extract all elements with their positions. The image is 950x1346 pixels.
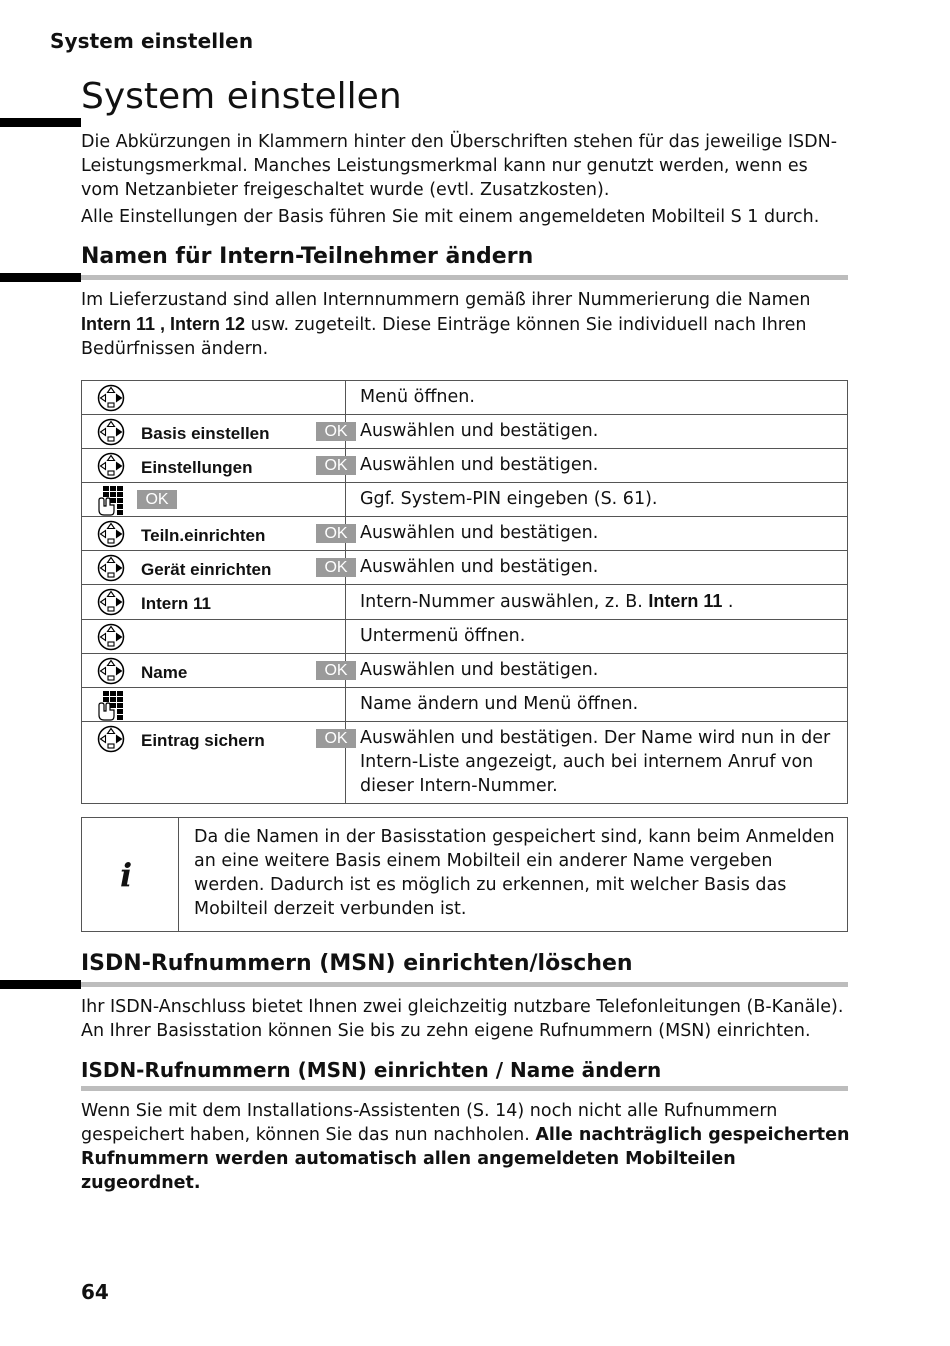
step-key-cell <box>82 551 346 585</box>
step-key-cell <box>82 620 346 654</box>
step-text-suffix: . <box>722 592 734 612</box>
step-key-cell <box>82 688 346 722</box>
step-row <box>82 620 848 654</box>
step-key-cell <box>82 585 346 620</box>
steps-table <box>81 380 848 804</box>
display-menu-label: Intern 11 <box>141 594 211 613</box>
navigation-key-icon <box>97 384 125 412</box>
intro-paragraph: Die Abkürzungen in Klammern hinter den Überschriften stehen für das jeweilige ISDN-Leistungsmerkmal. Manches Leistungsmerkmal kann nur genutzt werden, wenn es vom Netzanbieter freigeschaltet wurde (evtl. Zusatzkosten). <box>81 132 838 200</box>
ok-softkey: OK <box>316 524 356 543</box>
step-row <box>82 654 848 688</box>
display-name: Intern 11 <box>81 314 156 334</box>
navigation-key-icon <box>97 418 125 446</box>
section-paragraph <box>81 288 851 361</box>
navigation-key-icon <box>97 725 125 753</box>
step-row <box>82 585 848 620</box>
display-menu-label: Basis einstellen <box>141 424 270 443</box>
section-heading: Namen für Intern-Teilnehmer ändern <box>81 244 534 269</box>
section-divider <box>81 275 848 280</box>
paragraph-bold-text: Alle nachträglich gespeicherten Rufnummern werden automatisch allen angemeldeten Mobilteilen zugeordnet. <box>81 1125 850 1193</box>
navigation-key-icon <box>97 452 125 480</box>
step-text: Ggf. System-PIN eingeben (S. 61). <box>360 489 658 509</box>
separator: , <box>155 314 171 334</box>
section-divider <box>81 982 848 987</box>
step-row <box>82 722 848 804</box>
subsection-heading: ISDN-Rufnummern (MSN) einrichten / Name ändern <box>81 1058 662 1082</box>
step-row <box>82 381 848 415</box>
step-text: Auswählen und bestätigen. <box>360 557 599 577</box>
step-text: Name ändern und Menü öffnen. <box>360 694 639 714</box>
step-key-cell <box>82 415 346 449</box>
keypad-icon <box>97 691 129 721</box>
info-icon-cell <box>82 818 179 931</box>
info-text: Da die Namen in der Basisstation gespeichert sind, kann beim Anmelden an eine weitere Basis einem Mobilteil ein anderer Name vergeben werden. Dadurch ist es möglich zu erkennen, mit welcher Basis das Mobilteil derzeit verbunden ist. <box>194 827 835 919</box>
display-name: Intern 12 <box>170 314 246 334</box>
step-description <box>346 517 848 551</box>
step-text: Auswählen und bestätigen. Der Name wird nun in der Intern-Liste angezeigt, auch bei internem Anruf von dieser Intern-Nummer. <box>360 728 831 796</box>
ok-softkey: OK <box>316 729 356 748</box>
navigation-key-icon <box>97 623 125 651</box>
navigation-key-icon <box>97 588 125 616</box>
subsection-divider <box>81 1086 848 1091</box>
step-row <box>82 449 848 483</box>
paragraph-text: Wenn Sie mit dem Installations-Assistenten (S. 14) noch nicht alle Rufnummern gespeichert haben, können Sie das nun nachholen. <box>81 1101 778 1145</box>
ok-softkey: OK <box>316 558 356 577</box>
step-description <box>346 585 848 620</box>
step-key-cell <box>82 722 346 804</box>
step-row <box>82 483 848 517</box>
section-paragraph-isdn: Ihr ISDN-Anschluss bietet Ihnen zwei gleichzeitig nutzbare Telefonleitungen (B-Kanäle). An Ihrer Basisstation können Sie bis zu zehn eigene Rufnummern (MSN) einrichten. <box>81 997 844 1041</box>
step-text: Untermenü öffnen. <box>360 626 526 646</box>
step-key-cell <box>82 381 346 415</box>
navigation-key-icon <box>97 520 125 548</box>
step-text: Auswählen und bestätigen. <box>360 421 599 441</box>
page-title: System einstellen <box>81 76 402 117</box>
step-key-cell <box>82 654 346 688</box>
step-row <box>82 551 848 585</box>
display-menu-label: Name <box>141 663 188 682</box>
step-row <box>82 517 848 551</box>
intro-paragraph-2: Alle Einstellungen der Basis führen Sie mit einem angemeldeten Mobilteil S 1 durch. <box>81 207 820 227</box>
step-description <box>346 722 848 804</box>
section-heading-isdn: ISDN-Rufnummern (MSN) einrichten/löschen <box>81 951 633 976</box>
ok-softkey: OK <box>316 422 356 441</box>
step-description <box>346 551 848 585</box>
step-description <box>346 483 848 517</box>
running-header: System einstellen <box>50 29 254 53</box>
step-description <box>346 620 848 654</box>
section-marker-bar <box>0 273 81 282</box>
ok-softkey: OK <box>137 490 177 509</box>
info-icon: i <box>120 856 133 894</box>
step-key-cell <box>82 483 346 517</box>
step-key-cell <box>82 517 346 551</box>
step-text-display-name: Intern 11 <box>648 591 723 611</box>
keypad-icon <box>97 486 129 516</box>
step-description <box>346 654 848 688</box>
step-text: Auswählen und bestätigen. <box>360 523 599 543</box>
info-box <box>81 817 848 932</box>
display-menu-label: Einstellungen <box>141 458 253 477</box>
step-description <box>346 449 848 483</box>
step-row <box>82 688 848 722</box>
display-menu-label: Gerät einrichten <box>141 560 272 579</box>
subsection-paragraph <box>81 1099 851 1195</box>
step-description <box>346 381 848 415</box>
step-text: Auswählen und bestätigen. <box>360 660 599 680</box>
ok-softkey: OK <box>316 456 356 475</box>
step-description <box>346 415 848 449</box>
step-row <box>82 415 848 449</box>
ok-softkey: OK <box>316 661 356 680</box>
navigation-key-icon <box>97 554 125 582</box>
display-menu-label: Teiln.einrichten <box>141 526 266 545</box>
title-marker-bar <box>0 118 81 127</box>
display-menu-label: Eintrag sichern <box>141 731 265 750</box>
step-text: Menü öffnen. <box>360 387 475 407</box>
paragraph-text: Im Lieferzustand sind allen Internnummern gemäß ihrer Nummerierung die Namen <box>81 290 811 310</box>
navigation-key-icon <box>97 657 125 685</box>
step-description <box>346 688 848 722</box>
step-text: Intern-Nummer auswählen, z. B. <box>360 592 649 612</box>
step-key-cell <box>82 449 346 483</box>
page-number: 64 <box>81 1280 109 1304</box>
paragraph-text: usw. zugeteilt. Diese Einträge können Sie individuell nach Ihren Bedürfnissen ändern. <box>81 315 807 359</box>
section-marker-bar <box>0 980 81 989</box>
step-text: Auswählen und bestätigen. <box>360 455 599 475</box>
